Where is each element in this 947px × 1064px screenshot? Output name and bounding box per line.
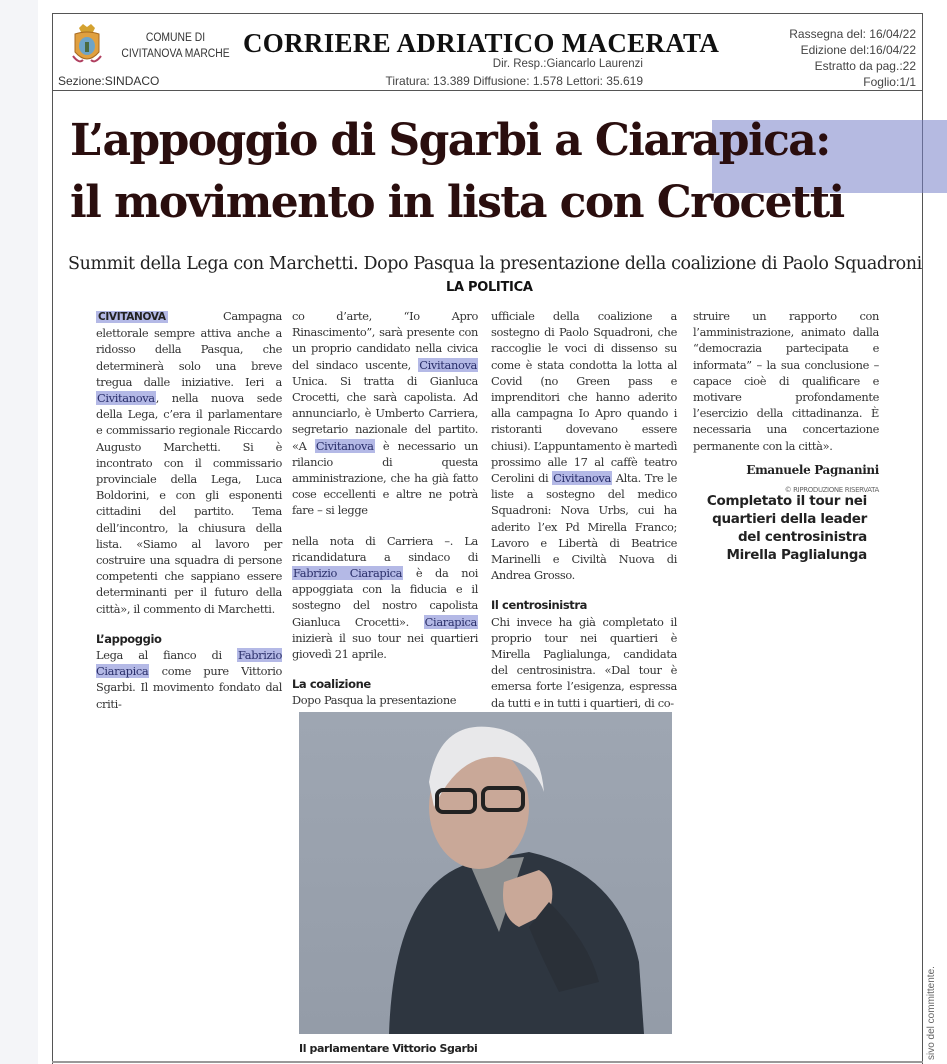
paragraph [292, 533, 478, 663]
text: come pure Vittorio Sgarbi. Il movimento fondato dal criti- [96, 664, 282, 711]
article-column-4 [693, 308, 879, 498]
paragraph: Dopo Pasqua la presentazione [292, 693, 457, 708]
subsection-heading: L’appoggio [96, 631, 162, 646]
text: è da noi appoggiata con la fiducia e il sostegno del nostro capolista Gianluca Crocetti». [292, 566, 478, 629]
sheet-number: Foglio:1/1 [863, 75, 916, 89]
issuer-name [119, 30, 232, 62]
editor-in-chief: Dir. Resp.:Giancarlo Laurenzi [492, 58, 643, 70]
paragraph: Chi invece ha già completato il proprio tour nei quartieri è Mirella Paglialunga, candidata del centrosinistra. «Dal tour è emersa forte l’esigenza, espressa da tutti e in tutti i quartieri, di co- [491, 614, 677, 710]
pull-quote: Completato il tour nei quartieri della leader del centrosinistra Mirella Paglialunga [706, 493, 867, 563]
article-column-1 [96, 308, 282, 712]
text: Alta. Tre le liste a sostegno del medico Squadroni: Nova Urbs, cui ha aderito l’ex Pd Mirella Franco; Lavoro e Libertà di Beatrice Marinelli e Civiltà Nuova di Andrea Grosso. [491, 471, 677, 583]
text: ufficiale della coalizione a sostegno di Paolo Squadroni, che raccoglie le voci di dissenso su come è stata condotta la lotta al Covid (no Green pass e imprenditori che hanno aderito alla campagna Io Apro quando i ristoranti dovevano essere chiusi). L’appuntamento è martedì prossimo alle 17 al caffè teatro Cerolini di [491, 309, 677, 486]
portrait-illustration [299, 712, 672, 1034]
text: è necessario un rilancio di questa amministrazione, che ha già fatto cose eccellenti e altre ne potrà fare – si legge [292, 438, 478, 518]
subsection-heading: Il centrosinistra [491, 598, 587, 613]
highlight-keyword: CIVITANOVA [98, 311, 166, 323]
paragraph [292, 308, 478, 519]
text: Campagna elettorale sempre attiva anche a ridosso della Pasqua, che determinerà solo una breve tregua dalle iniziative. Ieri a [96, 309, 282, 389]
article-headline [70, 110, 910, 234]
section-label: Sezione:SINDACO [58, 74, 160, 88]
text: nella nota di Carriera –. La ricandidatura a sindaco di [292, 533, 478, 564]
article-column-2 [292, 308, 478, 709]
text: , nella nuova sede della Lega, c’era il parlamentare e commissario regionale Riccardo Augusto Marchetti. Si è incontrato con il commissario provinciale della Lega, Luca Boldorini, e con gli esponenti cittadini del partito. Tema dell’incontro, la chiusura della lista. «Siamo al lavoro per costruire una squadra di persone competenti che sappiano essere determinanti per il futuro della città», il commento di Marchetti. [96, 391, 282, 616]
article-photo [299, 712, 672, 1034]
review-date: Rassegna del: 16/04/22 [789, 27, 916, 41]
page-bottom-border [52, 1061, 923, 1063]
text: inizierà il suo tour nei quartieri giovedì 21 aprile. [292, 630, 478, 662]
text: Unica. Si tratta di Gianluca Crocetti, che sarà capolista. Ad annunciarlo, è Umberto Carriera, segretario nazionale del partito. «A [292, 373, 478, 453]
section-kicker: LA POLITICA [446, 280, 533, 295]
highlight-keyword: Fabrizio Ciarapica [96, 648, 282, 679]
page-extract: Estratto da pag.:22 [814, 59, 916, 73]
review-metadata [789, 26, 916, 90]
newspaper-masthead: CORRIERE ADRIATICO MACERATA [243, 28, 720, 58]
highlight-keyword: Civitanova [97, 391, 155, 406]
text: co d’arte, “Io Apro Rinascimento”, sarà presente con un proprio candidato nella civica del sindaco uscente, [292, 309, 478, 372]
press-review-header [52, 13, 923, 91]
headline-line1: L’appoggio di Sgarbi a Ciarapica: [70, 115, 830, 166]
highlight-keyword: Fabrizio Ciarapica [293, 566, 403, 581]
highlight-keyword: Civitanova [553, 471, 611, 486]
headline-line2: il movimento in lista con Crocetti [70, 177, 844, 228]
copyright-notice: © RIPRODUZIONE RISERVATA [784, 486, 879, 495]
paragraph [96, 647, 282, 712]
highlight-keyword: Civitanova [315, 438, 374, 453]
paragraph [491, 308, 677, 583]
highlight-keyword: Civitanova [419, 357, 477, 372]
edition-date: Edizione del:16/04/22 [800, 43, 916, 57]
issuer-line2: CIVITANOVA MARCHE [121, 48, 230, 60]
article-subheadline: Summit della Lega con Marchetti. Dopo Pasqua la presentazione della coalizione di Paolo Squadroni [68, 254, 922, 274]
paragraph [96, 308, 282, 617]
coat-of-arms-icon [69, 22, 105, 68]
circulation-stats: Tiratura: 13.389 Diffusione: 1.578 Lettori: 35.619 [385, 74, 643, 88]
article-column-3 [491, 308, 677, 711]
text: Lega al fianco di [96, 648, 237, 663]
side-disclaimer: sivo del committente. [926, 966, 937, 1060]
author-byline: Emanuele Pagnanini [746, 462, 879, 477]
highlight-keyword: Ciarapica [424, 614, 477, 629]
subsection-heading: La coalizione [292, 677, 371, 692]
photo-caption: Il parlamentare Vittorio Sgarbi [299, 1042, 478, 1055]
paragraph: struire un rapporto con l’amministrazione, animato dalla “democrazia partecipata e informata” – la sua conclusione – capace cioè di qualificare e motivare profondamente l’esercizio della cittadinanza. È necessaria una concertazione permanente con la città». [693, 309, 879, 453]
issuer-line1: COMUNE DI [145, 32, 206, 44]
